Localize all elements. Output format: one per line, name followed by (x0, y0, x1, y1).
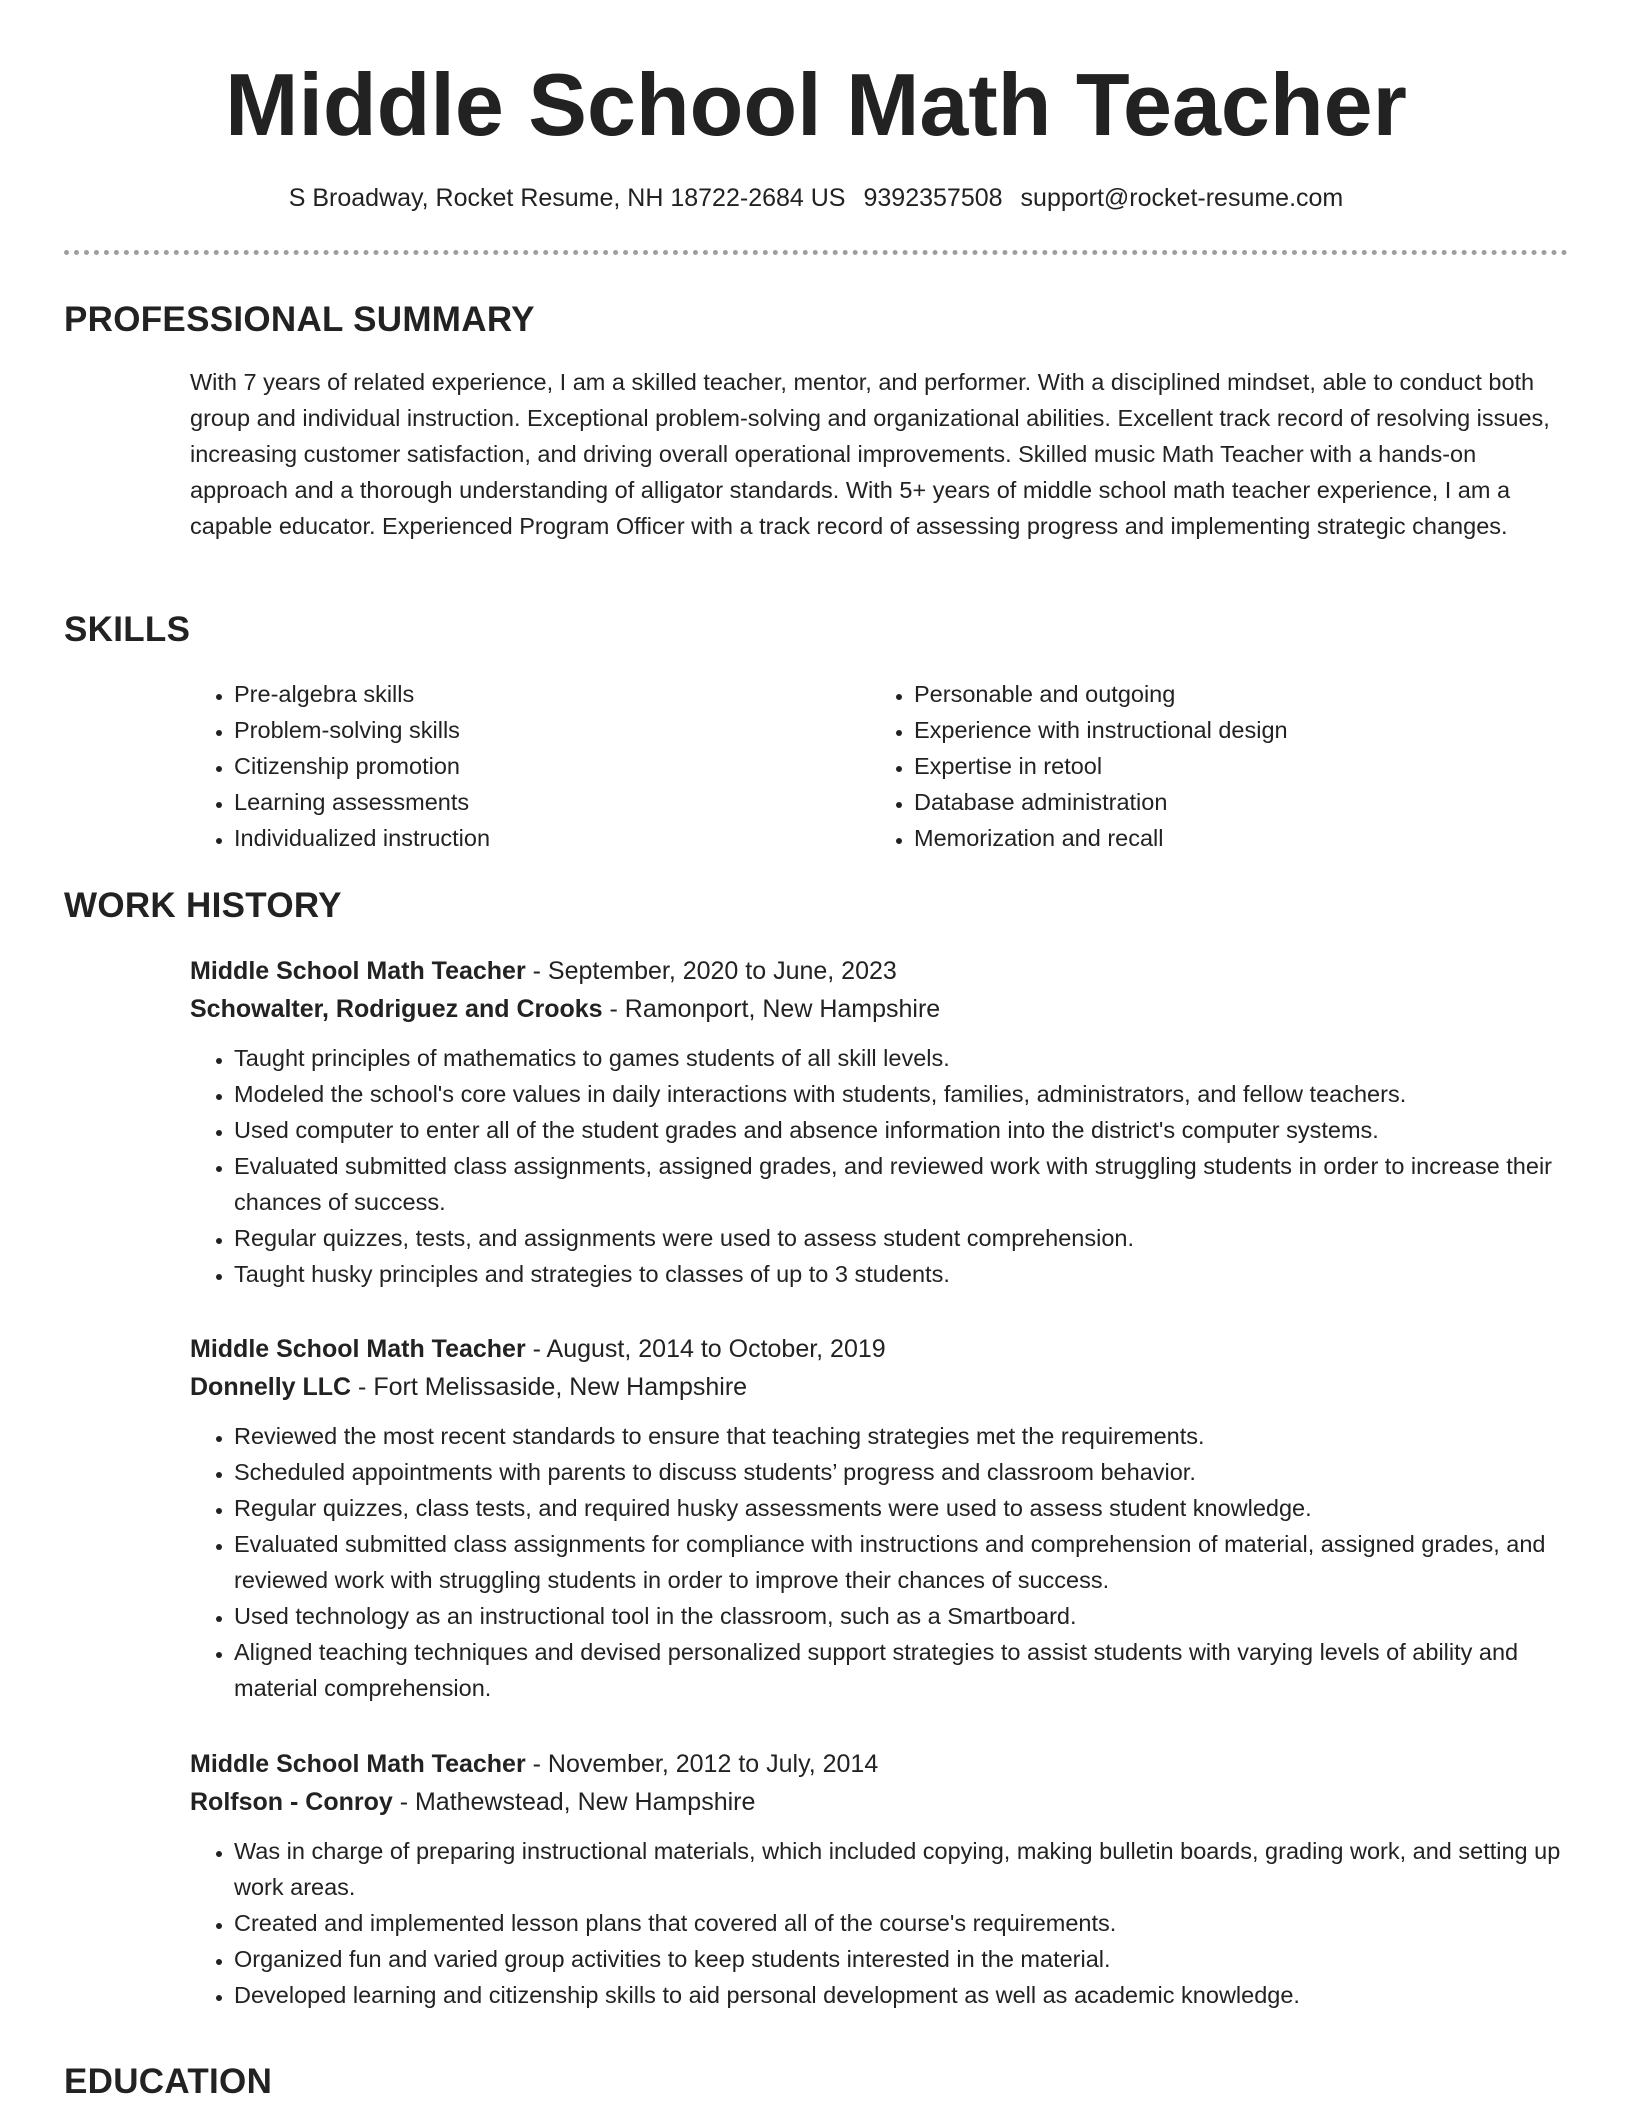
job-bullet: • Used computer to enter all of the student grades and absence information into the district's computer systems. (234, 1112, 1574, 1148)
job-bullet: • Modeled the school's core values in daily interactions with students, families, administrators, and fellow teachers. (234, 1076, 1574, 1112)
skill-item: • Citizenship promotion (234, 748, 870, 784)
skill-item: • Pre-algebra skills (234, 676, 870, 712)
job-location: - Ramonport, New Hampshire (602, 995, 941, 1023)
job-company-line (190, 1783, 1570, 1821)
job-bullet: • Scheduled appointments with parents to discuss students’ progress and classroom behavior. (234, 1454, 1574, 1490)
job-location: - Mathewstead, New Hampshire (392, 1788, 756, 1816)
skills-heading: SKILLS (64, 610, 191, 649)
work-history-heading: WORK HISTORY (64, 886, 342, 925)
summary-heading: PROFESSIONAL SUMMARY (64, 300, 535, 339)
job-company-line (190, 1368, 1570, 1406)
job-bullet: • Regular quizzes, tests, and assignments were used to assess student comprehension. (234, 1220, 1574, 1256)
contact-line (0, 180, 1632, 216)
skill-item: • Experience with instructional design (914, 712, 1550, 748)
job-bullet: • Evaluated submitted class assignments for compliance with instructions and comprehension of material, assigned grades, and reviewed work with struggling students in order to improve their chances of success. (234, 1526, 1574, 1598)
job-bullet: • Used technology as an instructional tool in the classroom, such as a Smartboard. (234, 1598, 1574, 1634)
header-divider (64, 250, 1568, 255)
job-bullet: • Regular quizzes, class tests, and required husky assessments were used to assess student knowledge. (234, 1490, 1574, 1526)
job-bullet: • Taught principles of mathematics to games students of all skill levels. (234, 1040, 1574, 1076)
skills-column-right (870, 676, 1550, 856)
skill-item: • Database administration (914, 784, 1550, 820)
job-bullet: • Created and implemented lesson plans that covered all of the course's requirements. (234, 1905, 1574, 1941)
job-entry (190, 952, 1570, 1292)
job-bullet: • Taught husky principles and strategies to classes of up to 3 students. (234, 1256, 1574, 1292)
job-title: Middle School Math Teacher (190, 1335, 526, 1363)
job-title-line (190, 1745, 1570, 1783)
job-dates: - November, 2012 to July, 2014 (525, 1750, 879, 1778)
job-bullet: • Aligned teaching techniques and devised personalized support strategies to assist students with varying levels of ability and material comprehension. (234, 1634, 1574, 1706)
skills-section (190, 676, 1570, 866)
education-heading: EDUCATION (64, 2062, 273, 2101)
job-location: - Fort Melissaside, New Hampshire (351, 1373, 748, 1401)
job-entry (190, 1330, 1570, 1706)
skill-item: • Expertise in retool (914, 748, 1550, 784)
summary-text: With 7 years of related experience, I am a skilled teacher, mentor, and performer. With a disciplined mindset, able to conduct both group and individual instruction. Exceptional problem-solving and organizational abilities. Excellent track record of resolving issues, increasing customer satisfaction, and driving overall operational improvements. Skilled music Math Teacher with a hands-on approach and a thorough understanding of alligator standards. With 5+ years of middle school math teacher experience, I am a capable educator. Experienced Program Officer with a track record of assessing progress and implementing strategic changes. (190, 369, 1550, 539)
job-dates: - September, 2020 to June, 2023 (525, 957, 897, 985)
job-company: Donnelly LLC (190, 1373, 352, 1401)
summary-section (190, 364, 1565, 544)
skill-item: • Individualized instruction (234, 820, 870, 856)
job-bullet: • Reviewed the most recent standards to ensure that teaching strategies met the requirements. (234, 1418, 1574, 1454)
job-title: Middle School Math Teacher (190, 957, 526, 985)
job-bullet: • Developed learning and citizenship skills to aid personal development as well as academic knowledge. (234, 1977, 1574, 2013)
job-bullet: • Was in charge of preparing instructional materials, which included copying, making bulletin boards, grading work, and setting up work areas. (234, 1833, 1574, 1905)
skill-item: • Memorization and recall (914, 820, 1550, 856)
contact-address: S Broadway, Rocket Resume, NH 18722-2684 US (288, 184, 846, 212)
job-title: Middle School Math Teacher (190, 1750, 526, 1778)
job-bullet: • Organized fun and varied group activities to keep students interested in the material. (234, 1941, 1574, 1977)
job-dates: - August, 2014 to October, 2019 (525, 1335, 886, 1363)
contact-phone: 9392357508 (863, 184, 1003, 212)
skills-column-left (190, 676, 870, 856)
job-company: Rolfson - Conroy (190, 1788, 393, 1816)
skill-item: • Learning assessments (234, 784, 870, 820)
job-title-line (190, 1330, 1570, 1368)
contact-email: support@rocket-resume.com (1020, 184, 1344, 212)
job-entry (190, 1745, 1570, 2013)
job-company: Schowalter, Rodriguez and Crooks (190, 995, 603, 1023)
skill-item: • Problem-solving skills (234, 712, 870, 748)
job-bullet: • Evaluated submitted class assignments, assigned grades, and reviewed work with struggling students in order to increase their chances of success. (234, 1148, 1574, 1220)
skill-item: • Personable and outgoing (914, 676, 1550, 712)
job-title-line (190, 952, 1570, 990)
resume-name: Middle School Math Teacher (225, 55, 1407, 154)
job-company-line (190, 990, 1570, 1028)
